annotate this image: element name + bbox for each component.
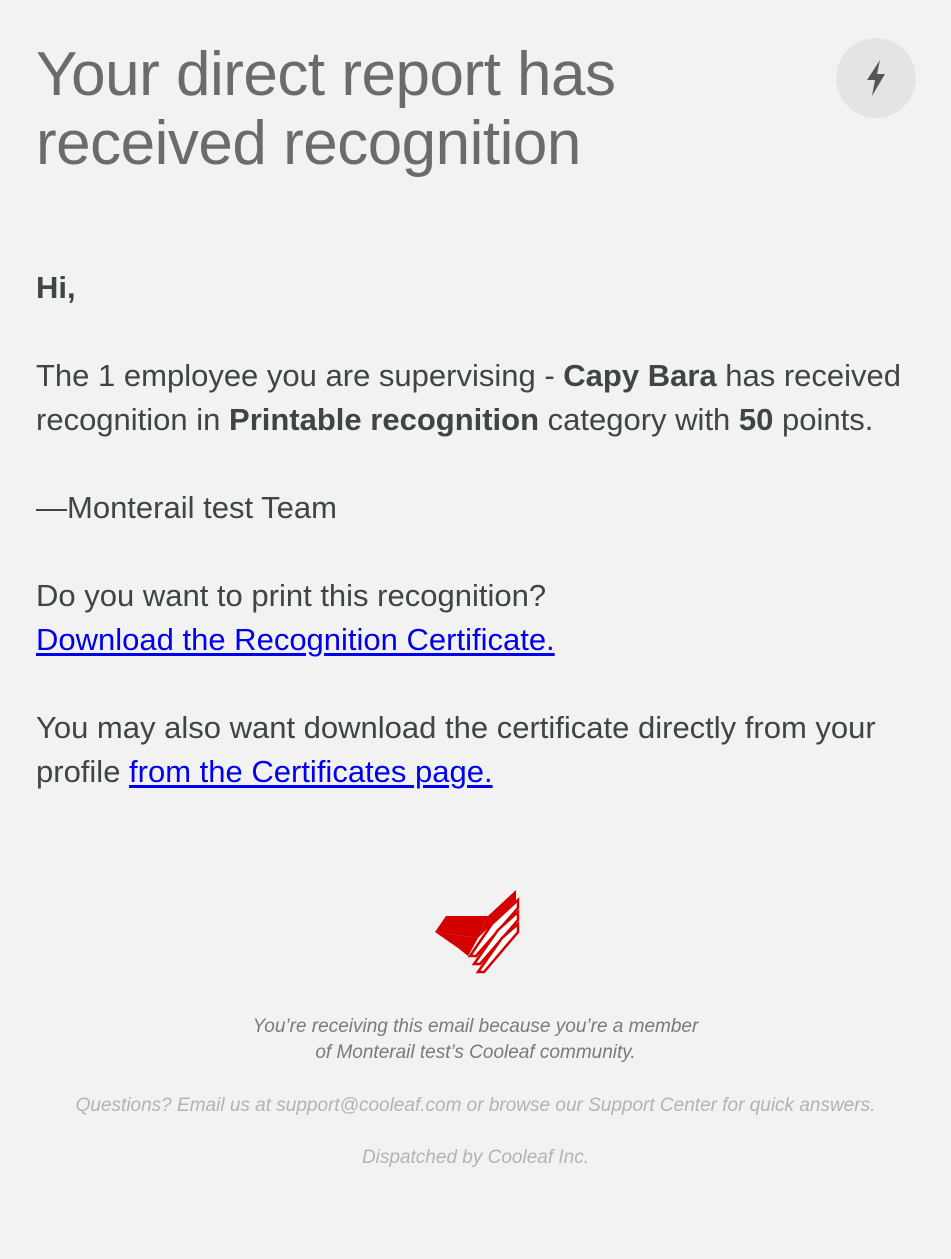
employee-name: Capy Bara bbox=[563, 358, 717, 393]
after-name-text: has received recognition in bbox=[36, 358, 902, 437]
membership-line-1: You’re receiving this email because you’re a member bbox=[252, 1016, 699, 1037]
alt-download-text: You may also want download the certificate directly from your profile bbox=[36, 710, 876, 789]
print-paragraph bbox=[36, 574, 916, 662]
title-line-2: received recognition bbox=[36, 109, 581, 178]
recognition-category: Printable recognition bbox=[229, 402, 540, 437]
email-header bbox=[36, 40, 796, 178]
membership-note bbox=[0, 1014, 951, 1066]
print-question: Do you want to print this recognition? bbox=[36, 578, 547, 613]
email-title bbox=[36, 40, 796, 178]
membership-line-2: of Monterail test’s Cooleaf community. bbox=[315, 1042, 636, 1063]
cooleaf-wing-logo bbox=[432, 886, 520, 978]
intro-text: The 1 employee you are supervising - bbox=[36, 358, 564, 393]
alt-download-paragraph bbox=[36, 706, 916, 794]
recognition-paragraph bbox=[36, 354, 916, 442]
title-line-1: Your direct report has bbox=[36, 40, 616, 109]
team-signature: —Monterail test Team bbox=[36, 490, 337, 525]
points-value: 50 bbox=[738, 402, 774, 437]
dispatched-by-note: Dispatched by Cooleaf Inc. bbox=[361, 1147, 590, 1168]
certificates-page-link[interactable]: from the Certificates page. bbox=[129, 754, 493, 789]
email-body bbox=[36, 266, 916, 838]
lightning-badge bbox=[836, 38, 916, 118]
greeting: Hi, bbox=[36, 270, 76, 305]
download-certificate-link[interactable]: Download the Recognition Certificate. bbox=[36, 622, 555, 657]
after-points-text: points. bbox=[773, 402, 874, 437]
after-category-text: category with bbox=[539, 402, 739, 437]
lightning-bolt-icon bbox=[865, 59, 887, 97]
support-questions-note: Questions? Email us at support@cooleaf.com or browse our Support Center for quick answers. bbox=[75, 1095, 876, 1116]
